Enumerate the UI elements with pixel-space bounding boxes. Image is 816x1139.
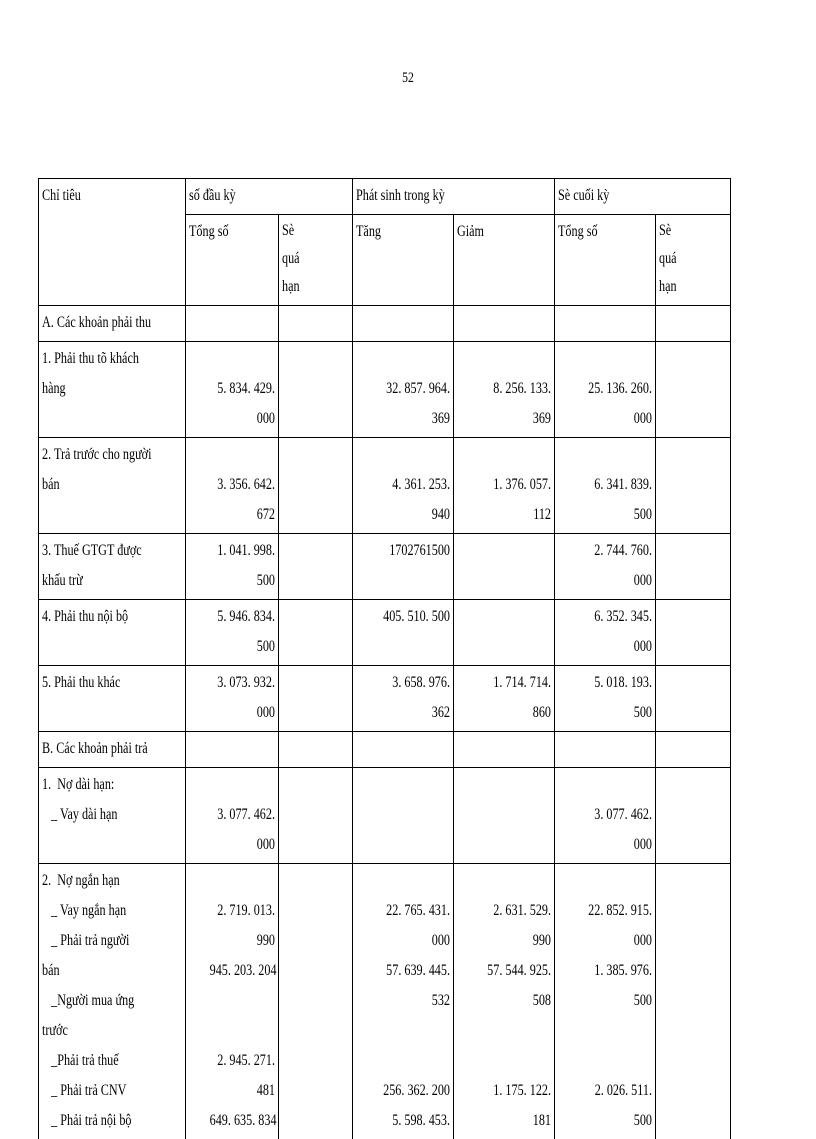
cell-giam: 1. 714. 714. 860 — [454, 666, 555, 732]
header-row-1 — [39, 179, 731, 215]
table-row — [39, 864, 731, 1139]
cell-cuoi-ky: 25. 136. 260. 000 — [555, 342, 656, 438]
header-so-qua-han-cuoi: Sè quá hạn — [656, 215, 731, 306]
cell-tang: 32. 857. 964. 369 — [353, 342, 454, 438]
cell-dau-ky: 3. 077. 462. 000 — [186, 768, 279, 864]
table-row — [39, 438, 731, 534]
header-tong-so-cuoi: Tổng số — [555, 215, 656, 306]
cell-cuoi-ky: 6. 341. 839. 500 — [555, 438, 656, 534]
cell-tang: 405. 510. 500 — [353, 600, 454, 666]
receivables-payables-table — [38, 178, 731, 1139]
cell-giam: 8. 256. 133. 369 — [454, 342, 555, 438]
cell-cuoi-ky: 22. 852. 915. 000 1. 385. 976. 500 2. 026. 511. 500 — [555, 864, 656, 1139]
cell-dau-ky: 5. 834. 429. 000 — [186, 342, 279, 438]
header-giam: Giảm — [454, 215, 555, 306]
row-label: 1. Nợ dài hạn: _ Vay dài hạn — [39, 768, 186, 864]
table-row — [39, 600, 731, 666]
table-row — [39, 768, 731, 864]
header-phat-sinh: Phát sinh trong kỳ — [353, 179, 555, 215]
section-label: A. Các khoản phải thu — [39, 306, 186, 342]
table-row — [39, 666, 731, 732]
cell-tang: 1702761500 — [353, 534, 454, 600]
header-so-cuoi-ky: Sè cuối kỳ — [555, 179, 731, 215]
cell-tang: 4. 361. 253. 940 — [353, 438, 454, 534]
cell-tang: 22. 765. 431. 000 57. 639. 445. 532 256. 362. 200 5. 598. 453. — [353, 864, 454, 1139]
row-label: 2. Trả trước cho người bán — [39, 438, 186, 534]
page-number: 52 — [90, 70, 726, 87]
row-label: 2. Nợ ngắn hạn _ Vay ngắn hạn _ Phải trả người bán _Người mua ứng trước _Phải trả thuế _ Phải trả CNV _ Phải trả nội bộ — [39, 864, 186, 1139]
row-label: 4. Phải thu nội bộ — [39, 600, 186, 666]
cell-cuoi-ky: 3. 077. 462. 000 — [555, 768, 656, 864]
cell-dau-ky: 3. 073. 932. 000 — [186, 666, 279, 732]
row-label: 1. Phải thu tõ khách hàng — [39, 342, 186, 438]
cell-dau-ky: 5. 946. 834. 500 — [186, 600, 279, 666]
header-so-qua-han-dau: Sè quá hạn — [279, 215, 353, 306]
header-tong-so-dau: Tổng số — [186, 215, 279, 306]
cell-giam: 2. 631. 529. 990 57. 544. 925. 508 1. 175. 122. 181 — [454, 864, 555, 1139]
section-row-a — [39, 306, 731, 342]
row-label: 3. Thuế GTGT được khấu trừ — [39, 534, 186, 600]
row-label: 5. Phải thu khác — [39, 666, 186, 732]
header-tang: Tăng — [353, 215, 454, 306]
cell-tang: 3. 658. 976. 362 — [353, 666, 454, 732]
header-chi-tieu: Chỉ tiêu — [39, 179, 186, 306]
table-row — [39, 534, 731, 600]
cell-dau-ky: 2. 719. 013. 990 945. 203. 204 2. 945. 271. 481 649. 635. 834 — [186, 864, 279, 1139]
cell-cuoi-ky: 2. 744. 760. 000 — [555, 534, 656, 600]
header-so-dau-ky: số đầu kỳ — [186, 179, 353, 215]
cell-dau-ky: 1. 041. 998. 500 — [186, 534, 279, 600]
cell-giam: 1. 376. 057. 112 — [454, 438, 555, 534]
section-label: B. Các khoản phải trả — [39, 732, 186, 768]
section-row-b — [39, 732, 731, 768]
cell-dau-ky: 3. 356. 642. 672 — [186, 438, 279, 534]
table-row — [39, 342, 731, 438]
cell-cuoi-ky: 6. 352. 345. 000 — [555, 600, 656, 666]
cell-cuoi-ky: 5. 018. 193. 500 — [555, 666, 656, 732]
